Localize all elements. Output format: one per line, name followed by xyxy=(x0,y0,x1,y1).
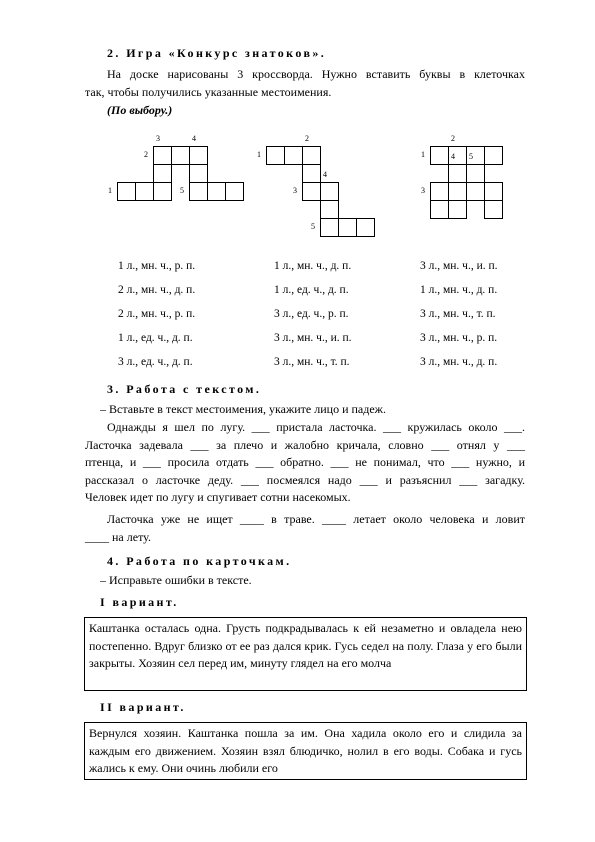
pronoun-option: 3 л., мн. ч., р. п. xyxy=(420,332,498,344)
crossword-cell[interactable] xyxy=(189,182,208,201)
para1-line: Однажды я шел по лугу. ___ пристала ласточка. ___ кружилась около ___. xyxy=(107,420,525,434)
crossword-cell[interactable] xyxy=(448,164,467,183)
crossword-cell[interactable] xyxy=(430,146,449,165)
crossword-cell[interactable] xyxy=(302,182,321,201)
crossword-cell[interactable] xyxy=(135,182,154,201)
crossword-number: 2 xyxy=(451,134,455,143)
crossword-1 xyxy=(108,134,257,206)
crossword-number: 4 xyxy=(323,170,327,179)
crossword-3 xyxy=(421,134,530,226)
pronoun-option: 1 л., ед. ч., д. п. xyxy=(274,284,349,296)
pronoun-option: 1 л., мн. ч., д. п. xyxy=(274,260,352,272)
pronoun-option: 3 л., мн. ч., т. п. xyxy=(420,308,496,320)
section-2-line-2: так, чтобы получились указанные местоимения. xyxy=(85,85,332,99)
section-3-paragraph-1 xyxy=(85,419,525,507)
para2-line: Ласточка уже не ищет ____ в траве. ____ летает около человека и ловит xyxy=(107,512,525,526)
crossword-cell[interactable] xyxy=(448,182,467,201)
crossword-cell[interactable] xyxy=(266,146,285,165)
crossword-cell[interactable] xyxy=(189,164,208,183)
section-2-line-1: На доске нарисованы 3 кроссворда. Нужно вставить буквы в клеточках xyxy=(107,67,525,81)
variant-1-label: I вариант. xyxy=(100,595,179,609)
crossword-cell[interactable] xyxy=(117,182,136,201)
pronoun-option: 2 л., мн. ч., д. п. xyxy=(118,284,196,296)
section-4-title: 4. Работа по карточкам. xyxy=(107,554,292,568)
para1-line: рассказал о ласточке деду. ___ посмеялся надо ___ и разъяснил ___ загадку. xyxy=(85,472,525,487)
para2-last-line: ____ на лету. xyxy=(85,529,151,544)
crossword-cell[interactable] xyxy=(153,164,172,183)
crossword-number: 5 xyxy=(311,222,315,231)
crossword-cell[interactable] xyxy=(302,146,321,165)
crossword-cell[interactable] xyxy=(284,146,303,165)
section-4-task: – Исправьте ошибки в тексте. xyxy=(100,573,252,587)
crossword-cell[interactable] xyxy=(430,182,449,201)
crossword-cell[interactable] xyxy=(302,164,321,183)
crossword-cell[interactable] xyxy=(320,218,339,237)
section-3-title: 3. Работа с текстом. xyxy=(107,382,262,396)
crossword-cell[interactable] xyxy=(320,182,339,201)
variant-1-card xyxy=(84,617,527,691)
pronoun-option: 1 л., мн. ч., р. п. xyxy=(118,260,196,272)
crossword-cell[interactable] xyxy=(207,182,226,201)
para1-line: Ласточка задевала ___ за плечо и жалобно кричала, словно ___ отнял у ___ xyxy=(85,437,525,452)
pronoun-option: 3 л., ед. ч., р. п. xyxy=(274,308,349,320)
crossword-number: 1 xyxy=(108,186,112,195)
section-2-title: 2. Игра «Конкурс знатоков». xyxy=(107,46,327,60)
crossword-cell[interactable] xyxy=(153,182,172,201)
crossword-number: 5 xyxy=(469,152,473,161)
pronoun-option: 3 л., ед. ч., д. п. xyxy=(118,356,193,368)
crossword-number: 1 xyxy=(421,150,425,159)
section-2-choice-note: (По выбору.) xyxy=(107,103,173,117)
section-3-task: – Вставьте в текст местоимения, укажите лицо и падеж. xyxy=(100,402,386,416)
crossword-cell[interactable] xyxy=(225,182,244,201)
crossword-number: 4 xyxy=(192,134,196,143)
pronoun-option: 1 л., ед. ч., д. п. xyxy=(118,332,193,344)
crossword-number: 3 xyxy=(293,186,297,195)
pronoun-option: 1 л., мн. ч., д. п. xyxy=(420,284,498,296)
pronoun-option: 3 л., мн. ч., д. п. xyxy=(420,356,498,368)
crossword-cell[interactable] xyxy=(484,182,503,201)
crossword-cell[interactable] xyxy=(189,146,208,165)
crossword-number: 3 xyxy=(156,134,160,143)
variant-1-text: Каштанка осталась одна. Грусть подкрадывалась к ей незаметно и овладела нею постепенно. Вдруг близко от ее раз дался крик. Гусь седел на полу. Глаза у его были закрыты. Хозяин сел перед им, минуту глядел на его молча xyxy=(89,621,522,671)
crossword-number: 5 xyxy=(180,186,184,195)
crossword-cell[interactable] xyxy=(320,200,339,219)
crossword-cell[interactable] xyxy=(153,146,172,165)
crossword-cell[interactable] xyxy=(466,164,485,183)
variant-2-text: Вернулся хозяин. Каштанка пошла за им. Она хадила около его и слидила за каждым его движением. Хозяин взял блюдичко, нолил в его воды. Собака и гусь жались к ему. Они очинь любили его xyxy=(89,726,522,776)
crossword-number: 4 xyxy=(451,152,455,161)
crossword-number: 2 xyxy=(144,150,148,159)
crossword-cell[interactable] xyxy=(338,218,357,237)
crossword-cell[interactable] xyxy=(484,200,503,219)
crossword-cell[interactable] xyxy=(484,146,503,165)
crossword-cell[interactable] xyxy=(430,200,449,219)
pronoun-option: 3 л., мн. ч., т. п. xyxy=(274,356,350,368)
crossword-cell[interactable] xyxy=(448,200,467,219)
crossword-number: 1 xyxy=(257,150,261,159)
variant-2-label: II вариант. xyxy=(100,700,186,714)
para1-last-line: Человек идет по лугу и спугивает сотни насекомых. xyxy=(85,490,351,505)
section-3-paragraph-2 xyxy=(85,511,525,546)
variant-2-card xyxy=(84,722,527,780)
crossword-cell[interactable] xyxy=(356,218,375,237)
pronoun-option: 2 л., мн. ч., р. п. xyxy=(118,308,196,320)
pronoun-option: 3 л., мн. ч., и. п. xyxy=(274,332,352,344)
crossword-cell[interactable] xyxy=(171,146,190,165)
para1-line: птенца, и ___ просила отдать ___ обратно. ___ не понимал, что ___ нужно, и xyxy=(85,455,525,470)
crossword-number: 2 xyxy=(305,134,309,143)
crossword-2 xyxy=(257,134,406,246)
pronoun-option: 3 л., мн. ч., и. п. xyxy=(420,260,498,272)
crossword-number: 3 xyxy=(421,186,425,195)
crossword-cell[interactable] xyxy=(466,182,485,201)
